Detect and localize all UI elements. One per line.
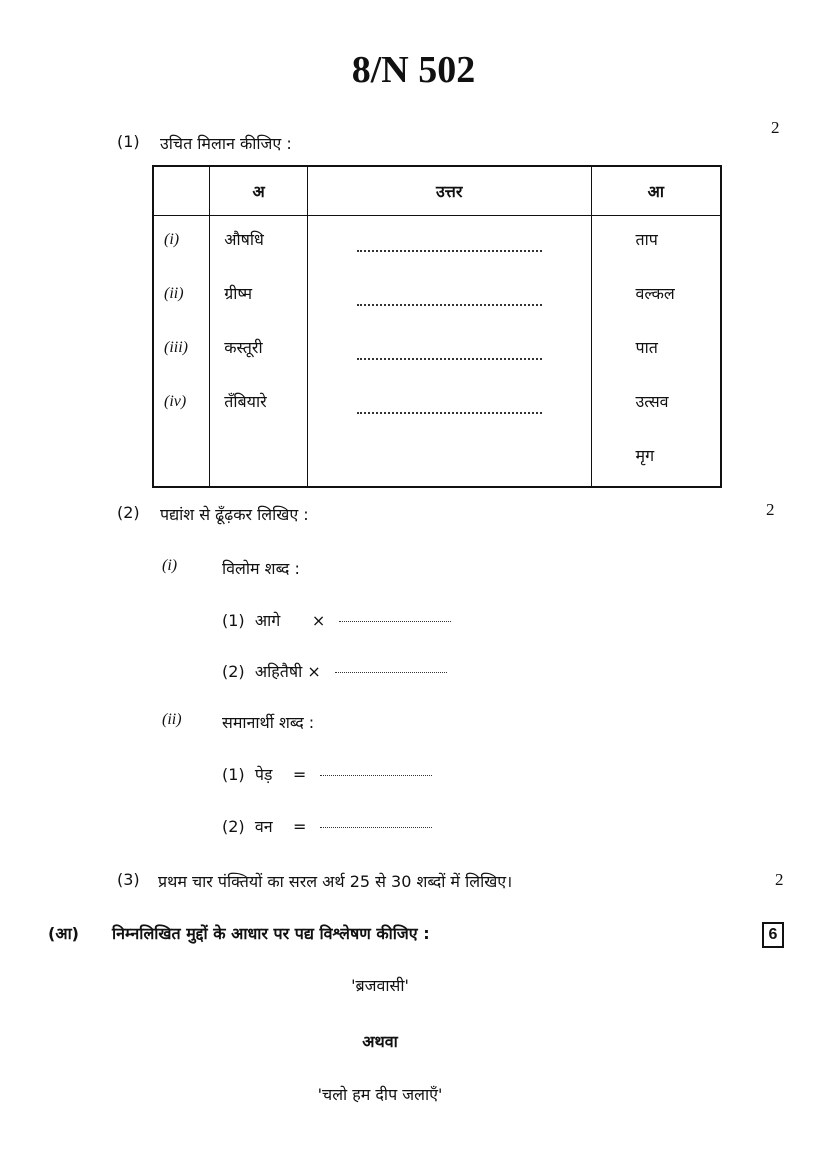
item-word: पेड़ — [254, 765, 273, 784]
column-aa-item: वल्कल — [635, 284, 675, 303]
item-word: आगे — [254, 611, 281, 630]
item-number: (1) — [222, 611, 245, 630]
item-symbol: × — [307, 662, 321, 681]
column-aa-item: पात — [635, 338, 658, 357]
column-a-item: ग्रीष्म — [224, 284, 253, 303]
q2-i-label: विलोम शब्द : — [222, 559, 300, 578]
answer-blank[interactable] — [320, 827, 432, 828]
item-number: (1) — [222, 765, 245, 784]
synonym-item-2 — [222, 815, 432, 837]
item-symbol: = — [292, 765, 307, 784]
answer-blank[interactable] — [357, 304, 542, 306]
q3-text: प्रथम चार पंक्तियों का सरल अर्थ 25 से 30 शब्दों में लिखिए। — [158, 872, 513, 891]
q2-ii-label: समानार्थी शब्द : — [222, 713, 315, 732]
or-label: अथवा — [362, 1032, 398, 1051]
part-b-text: निम्नलिखित मुद्दों के आधार पर पद्य विश्लेषण कीजिए : — [112, 924, 430, 943]
answer-blank[interactable] — [357, 250, 542, 252]
column-a-item: औषधि — [224, 230, 264, 249]
column-aa-item: मृग — [635, 446, 655, 465]
header-a: अ — [210, 166, 308, 216]
row-number: (i) — [164, 231, 180, 248]
option-2: 'चलो हम दीप जलाएँ' — [317, 1085, 443, 1104]
q3-number: (3) — [117, 870, 140, 889]
column-a-item: कस्तूरी — [224, 338, 263, 357]
q2-ii-number: (ii) — [162, 711, 182, 728]
answer-blank[interactable] — [357, 358, 542, 360]
item-number: (2) — [222, 817, 245, 836]
q1-marks: 2 — [771, 118, 780, 137]
q1-number: (1) — [117, 132, 140, 151]
item-symbol: × — [311, 611, 326, 630]
paper-code: 8/N 502 — [351, 49, 476, 91]
q2-marks: 2 — [766, 500, 775, 519]
item-number: (2) — [222, 662, 245, 681]
header-blank — [153, 166, 210, 216]
q3-marks: 2 — [775, 870, 784, 889]
answer-blank[interactable] — [357, 412, 542, 414]
option-1: 'ब्रजवासी' — [351, 976, 409, 995]
answer-blank[interactable] — [339, 621, 451, 622]
header-aa: आ — [591, 166, 721, 216]
column-aa-item: उत्सव — [635, 392, 669, 411]
row-number: (ii) — [164, 285, 184, 302]
answer-blank[interactable] — [320, 775, 432, 776]
synonym-item-1 — [222, 763, 432, 785]
part-b-number: (आ) — [48, 924, 79, 943]
item-symbol: = — [292, 817, 307, 836]
column-aa-item: ताप — [635, 230, 658, 249]
q2-text: पद्यांश से ढूँढ़कर लिखिए : — [160, 505, 309, 524]
q2-number: (2) — [117, 503, 140, 522]
row-number: (iv) — [164, 393, 187, 410]
row-number: (iii) — [164, 339, 188, 356]
q2-i-number: (i) — [162, 557, 178, 574]
answer-blank[interactable] — [335, 672, 447, 673]
antonym-item-2 — [222, 660, 447, 682]
antonym-item-1 — [222, 609, 451, 631]
header-answer: उत्तर — [307, 166, 591, 216]
match-table — [152, 165, 722, 488]
item-word: अहितैषी — [254, 662, 303, 681]
column-a-item: तँबियारे — [224, 392, 267, 411]
part-b-marks: 6 — [762, 922, 784, 948]
item-word: वन — [254, 817, 273, 836]
q1-text: उचित मिलान कीजिए : — [160, 134, 292, 153]
